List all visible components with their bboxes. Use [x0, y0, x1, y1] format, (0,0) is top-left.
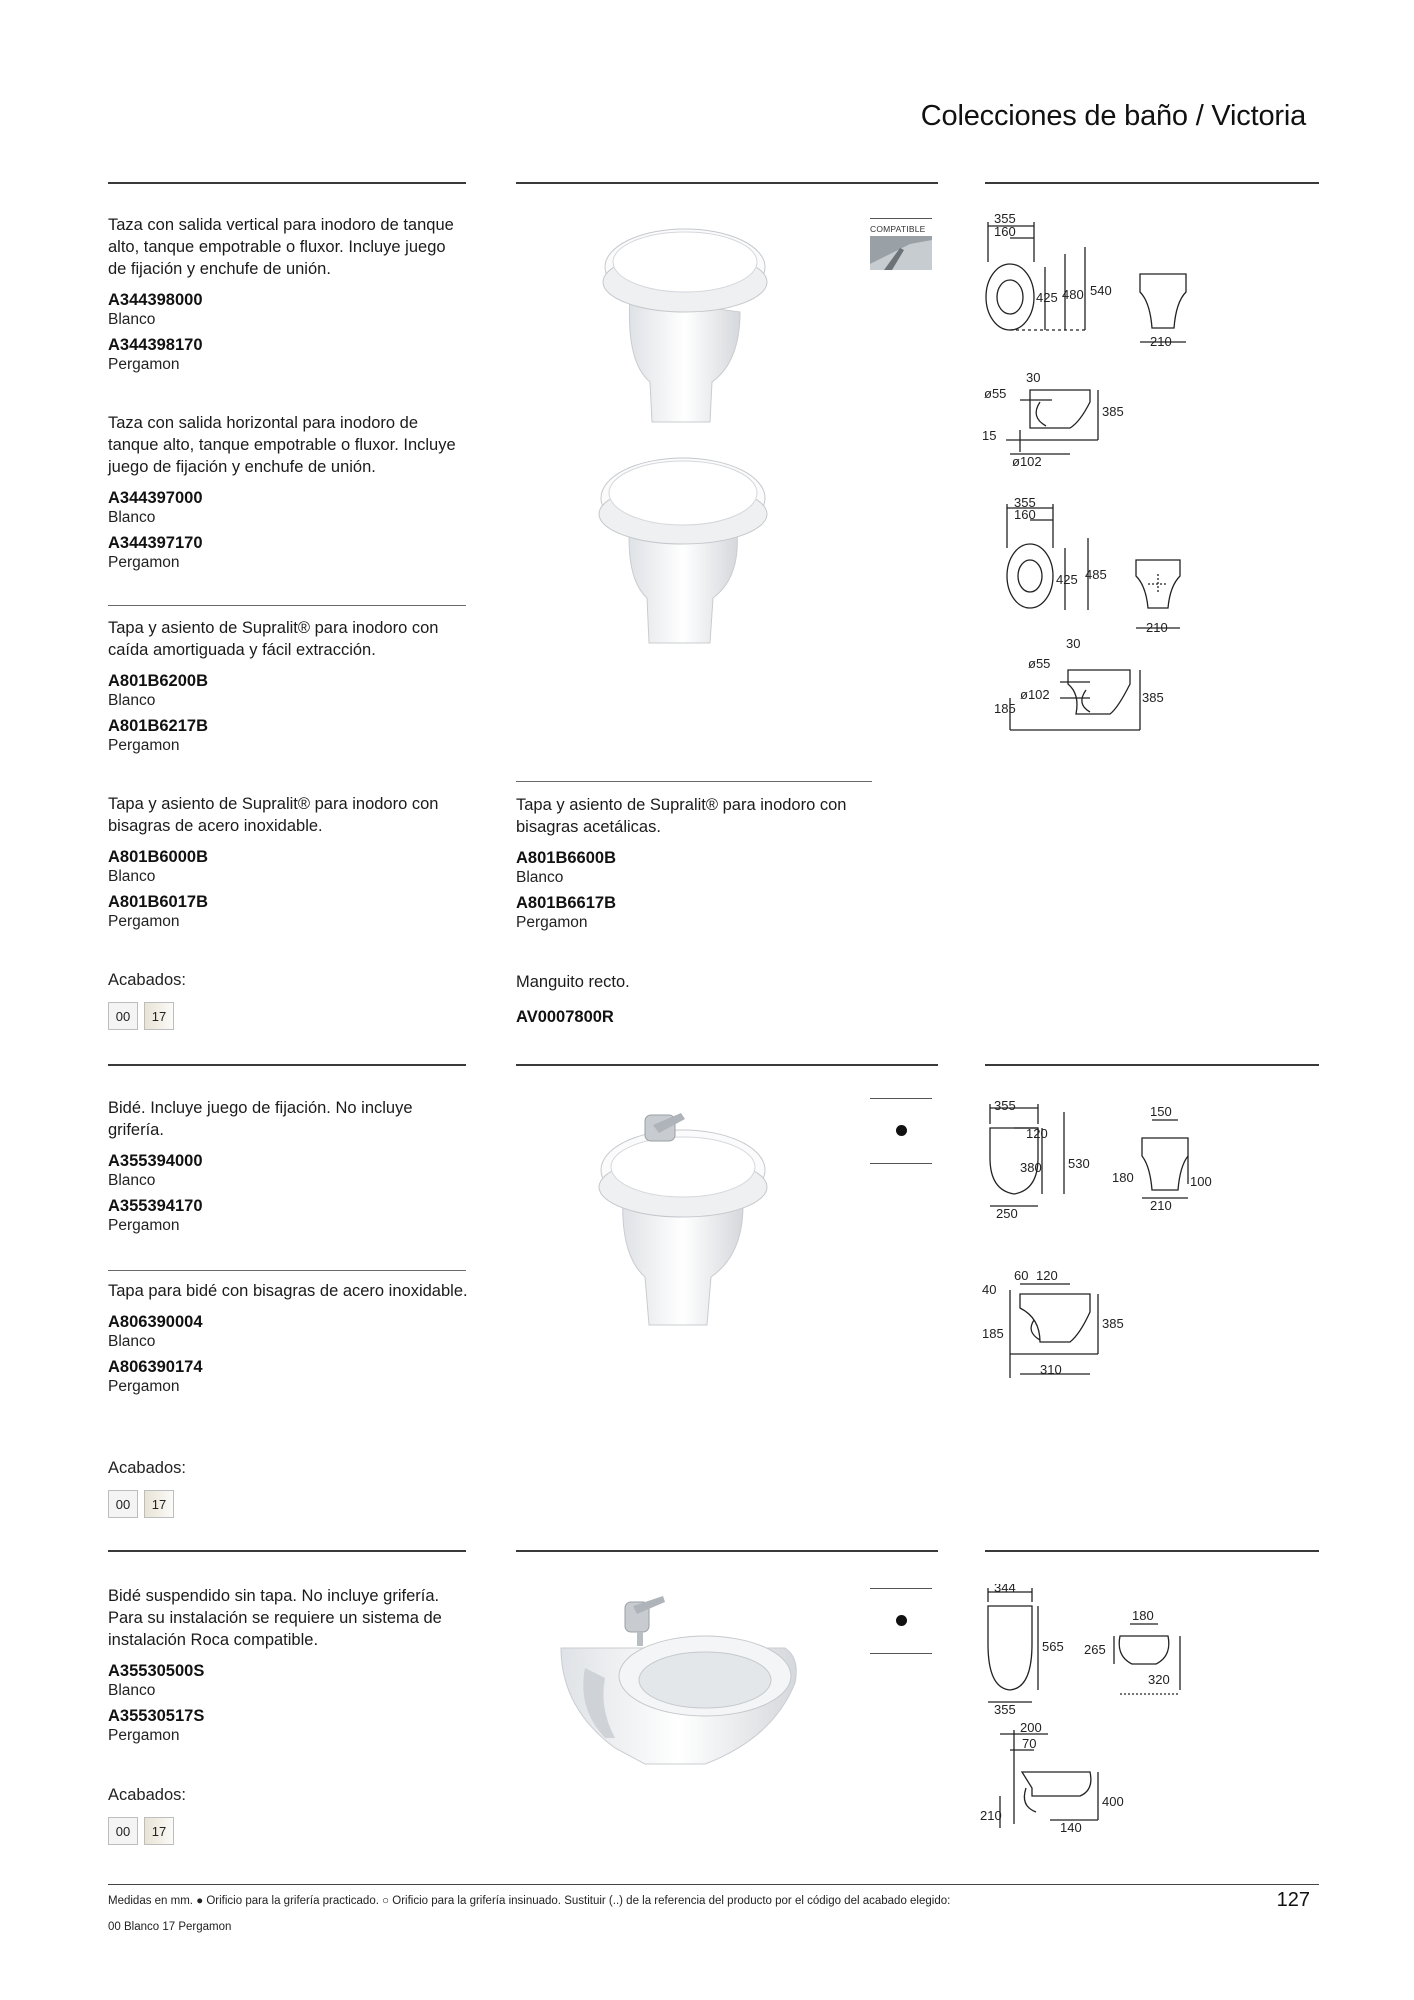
bidet-photo [585, 1105, 785, 1330]
section-divider [516, 1064, 938, 1066]
finishes-label: Acabados: [108, 1459, 186, 1477]
faucet-hole-indicator [870, 1098, 932, 1164]
product-finish: Pergamon [108, 913, 180, 930]
faucet-hole-dot-icon [896, 1615, 907, 1626]
product-description: Taza con salida horizontal para inodoro de tanque alto, tanque empotrable o fluxor. Incluye juego de fijación y enchufe de unión. [108, 414, 456, 476]
toilet-horizontal-outlet-photo [585, 448, 785, 648]
product-code: AV0007800R [516, 1008, 614, 1026]
dim-label: ø102 [1020, 687, 1050, 702]
section-divider [985, 182, 1319, 184]
product-finish: Blanco [516, 869, 564, 886]
dim-label: 310 [1040, 1362, 1062, 1377]
dim-label: ø102 [1012, 454, 1042, 469]
product-finish: Pergamon [108, 1378, 180, 1395]
product-code: A35530500S [108, 1662, 205, 1680]
footer-legend: 00 Blanco 17 Pergamon [108, 1921, 232, 1933]
dim-label: ø55 [984, 386, 1007, 401]
product-description: Bidé suspendido sin tapa. No incluye grifería. Para su instalación se requiere un sistema de instalación Roca compatible. [108, 1587, 442, 1649]
dim-label: 385 [1102, 404, 1124, 419]
product-code: A806390174 [108, 1358, 203, 1376]
product-description: Tapa y asiento de Supralit® para inodoro con bisagras de acero inoxidable. [108, 795, 439, 835]
product-code: A801B6017B [108, 893, 208, 911]
dim-label: 265 [1084, 1642, 1106, 1657]
product-description: Tapa y asiento de Supralit® para inodoro con bisagras acetálicas. [516, 796, 847, 836]
dim-label: 180 [1132, 1608, 1154, 1623]
dim-label: 140 [1060, 1820, 1082, 1835]
dim-label: 210 [1150, 1198, 1172, 1213]
product-finish: Blanco [108, 692, 156, 709]
finishes [108, 1459, 186, 1518]
product-code: A801B6600B [516, 849, 616, 867]
dim-label: 40 [982, 1282, 997, 1297]
product-finish: Pergamon [108, 1727, 180, 1744]
product-finish: Pergamon [108, 737, 180, 754]
finish-swatch-pergamon[interactable]: 17 [144, 1002, 174, 1030]
dim-label: 15 [982, 428, 997, 443]
dim-label: 210 [980, 1808, 1002, 1823]
product-code: A801B6217B [108, 717, 208, 735]
product-description: Tapa para bidé con bisagras de acero inoxidable. [108, 1282, 468, 1300]
product-code: A344397170 [108, 534, 203, 552]
product-code: A344397000 [108, 489, 203, 507]
dim-label: 355 [994, 212, 1016, 226]
footer-divider [108, 1884, 1319, 1885]
product-description: Tapa y asiento de Supralit® para inodoro con caída amortiguada y fácil extracción. [108, 619, 439, 659]
dim-label: 385 [1142, 690, 1164, 705]
dim-label: 185 [994, 701, 1016, 716]
product-finish: Pergamon [516, 914, 588, 931]
product-finish: Blanco [108, 1682, 156, 1699]
dim-label: 160 [994, 224, 1016, 239]
product-description: Manguito recto. [516, 973, 630, 991]
product-code: A801B6200B [108, 672, 208, 690]
product-finish: Blanco [108, 1333, 156, 1350]
finish-swatch-pergamon[interactable]: 17 [144, 1490, 174, 1518]
toilet-vertical-dimension-drawing [980, 212, 1230, 482]
section-divider [516, 182, 938, 184]
section-divider [108, 1064, 466, 1066]
product-code: A801B6000B [108, 848, 208, 866]
product-code: A344398170 [108, 336, 203, 354]
dim-label: 540 [1090, 283, 1112, 298]
dim-label: 355 [994, 1702, 1016, 1717]
item-divider [108, 605, 466, 606]
dim-label: 400 [1102, 1794, 1124, 1809]
wall-hung-bidet-photo [555, 1588, 805, 1773]
product-code: A806390004 [108, 1313, 203, 1331]
toilet-vertical-outlet-photo [590, 222, 790, 427]
product-code: A35530517S [108, 1707, 205, 1725]
product-block [108, 1097, 468, 1235]
dim-label: 425 [1036, 290, 1058, 305]
footer-note: Medidas en mm. ● Orificio para la grifería practicado. ○ Orificio para la grifería insinuado. Sustituir (..) de la referencia del producto por el código del acabado elegido: [108, 1895, 951, 1907]
finish-swatch-blanco[interactable]: 00 [108, 1490, 138, 1518]
dim-label: 250 [996, 1206, 1018, 1221]
dim-label: 185 [982, 1326, 1004, 1341]
compatible-label: COMPATIBLE [870, 224, 926, 234]
finish-swatch-pergamon[interactable]: 17 [144, 1817, 174, 1845]
item-divider [108, 1270, 466, 1271]
compatible-badge [870, 218, 932, 274]
dim-label: 355 [1014, 498, 1036, 510]
dim-label: 160 [1014, 507, 1036, 522]
section-divider [985, 1550, 1319, 1552]
finishes [108, 1786, 186, 1845]
product-finish: Blanco [108, 311, 156, 328]
finish-swatch-blanco[interactable]: 00 [108, 1817, 138, 1845]
dim-label: 60 [1014, 1268, 1029, 1283]
dim-label: 355 [994, 1098, 1016, 1113]
product-code: A355394000 [108, 1152, 203, 1170]
dim-label: ø55 [1028, 656, 1051, 671]
finish-swatch-blanco[interactable]: 00 [108, 1002, 138, 1030]
compatible-seat-icon [870, 234, 932, 270]
dim-label: 150 [1150, 1104, 1172, 1119]
product-finish: Blanco [108, 509, 156, 526]
dim-label: 180 [1112, 1170, 1134, 1185]
dim-label: 344 [994, 1584, 1016, 1595]
wall-hung-bidet-dimension-drawing [980, 1584, 1230, 1844]
dim-label: 320 [1148, 1672, 1170, 1687]
product-block [108, 793, 468, 931]
toilet-horizontal-dimension-drawing [990, 498, 1230, 738]
dim-label: 120 [1026, 1126, 1048, 1141]
dim-label: 380 [1020, 1160, 1042, 1175]
product-description: Taza con salida vertical para inodoro de tanque alto, tanque empotrable o fluxor. Incluye juego de fijación y enchufe de unión. [108, 216, 454, 278]
dim-label: 485 [1085, 567, 1107, 582]
page-number: 127 [1276, 1889, 1310, 1911]
product-block [108, 617, 468, 755]
section-divider [108, 1550, 466, 1552]
dim-label: 30 [1026, 370, 1041, 385]
dim-label: 480 [1062, 287, 1084, 302]
product-block [516, 794, 876, 932]
dim-label: 565 [1042, 1639, 1064, 1654]
finishes [108, 971, 186, 1030]
finishes-label: Acabados: [108, 971, 186, 989]
dim-label: 100 [1190, 1174, 1212, 1189]
dim-label: 210 [1150, 334, 1172, 349]
item-divider [516, 781, 872, 782]
product-finish: Pergamon [108, 554, 180, 571]
product-block [108, 412, 468, 572]
product-block [108, 1280, 468, 1396]
page-title: Colecciones de baño / Victoria [920, 100, 1306, 132]
product-finish: Pergamon [108, 356, 180, 373]
product-block [108, 1585, 468, 1745]
product-code: A355394170 [108, 1197, 203, 1215]
faucet-hole-dot-icon [896, 1125, 907, 1136]
dim-label: 120 [1036, 1268, 1058, 1283]
finishes-label: Acabados: [108, 1786, 186, 1804]
dim-label: 30 [1066, 636, 1081, 651]
dim-label: 385 [1102, 1316, 1124, 1331]
faucet-hole-indicator [870, 1588, 932, 1654]
product-code: A801B6617B [516, 894, 616, 912]
product-finish: Blanco [108, 868, 156, 885]
product-block [516, 971, 876, 1027]
section-divider [108, 182, 466, 184]
section-divider [985, 1064, 1319, 1066]
product-description: Bidé. Incluye juego de fijación. No incluye grifería. [108, 1099, 413, 1139]
dim-label: 200 [1020, 1720, 1042, 1735]
bidet-dimension-drawing [980, 1098, 1230, 1388]
dim-label: 425 [1056, 572, 1078, 587]
product-block [108, 214, 468, 374]
dim-label: 530 [1068, 1156, 1090, 1171]
product-finish: Blanco [108, 1172, 156, 1189]
product-code: A344398000 [108, 291, 203, 309]
section-divider [516, 1550, 938, 1552]
dim-label: 210 [1146, 620, 1168, 635]
dim-label: 70 [1022, 1736, 1037, 1751]
product-finish: Pergamon [108, 1217, 180, 1234]
